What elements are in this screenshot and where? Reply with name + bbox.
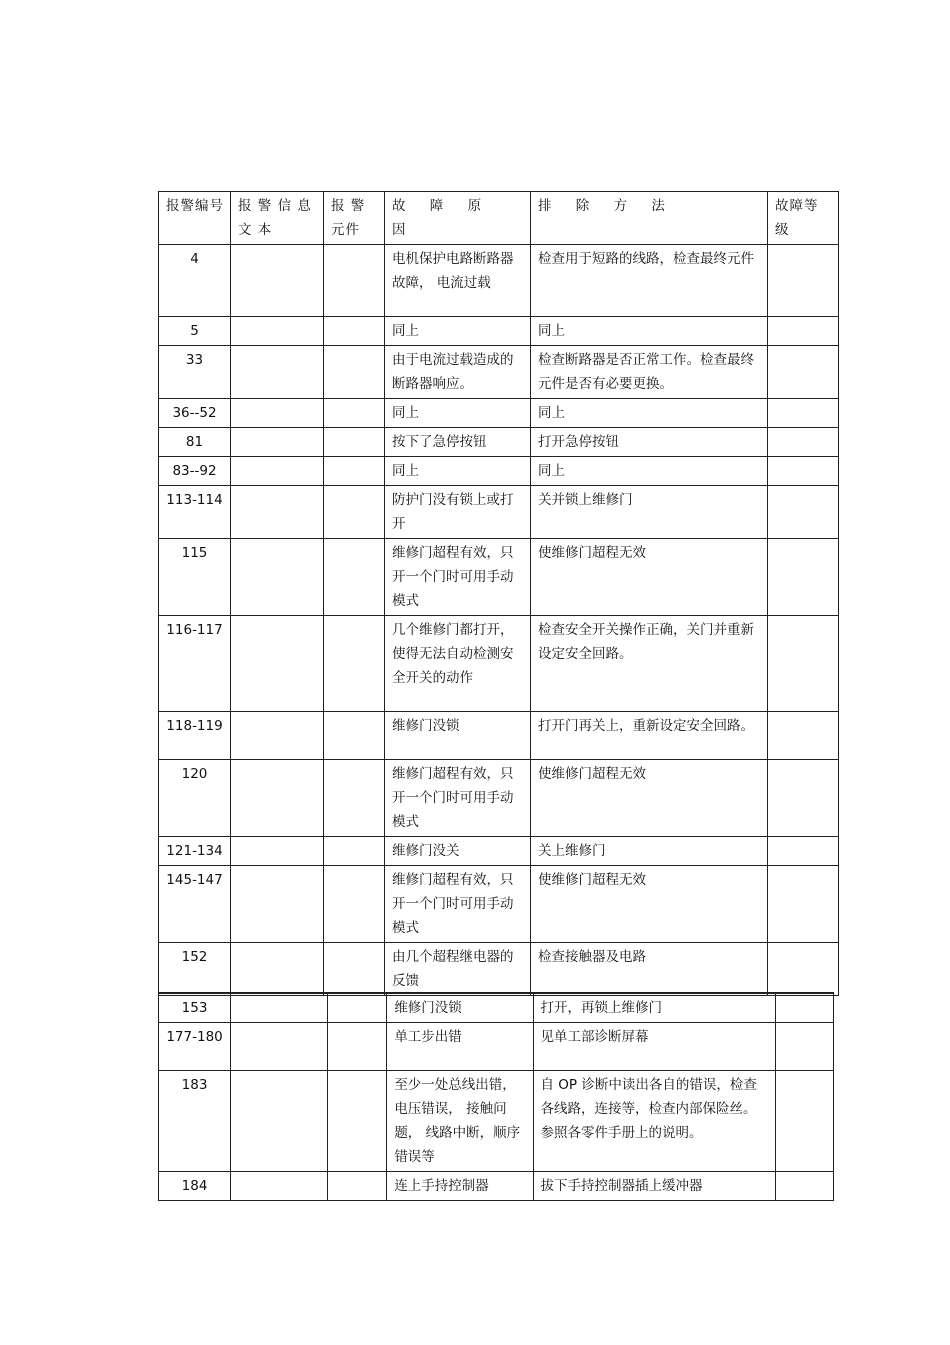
alarm-id-cell: 4 xyxy=(159,245,231,317)
table-body xyxy=(159,993,834,1201)
alarm-id-cell: 153 xyxy=(159,993,231,1023)
table-row xyxy=(159,346,839,399)
table-row xyxy=(159,428,839,457)
level-cell xyxy=(775,1023,833,1071)
remedy-cell: 关并锁上维修门 xyxy=(531,486,768,539)
table-row xyxy=(159,1172,834,1201)
component-cell xyxy=(324,616,385,712)
level-cell xyxy=(768,317,839,346)
cause-cell: 电机保护电路断路器故障， 电流过载 xyxy=(385,245,531,317)
alarm-text-cell xyxy=(231,486,324,539)
cause-cell: 同上 xyxy=(385,457,531,486)
cause-cell: 维修门没锁 xyxy=(385,712,531,760)
col-header-remedy: 排 除 方 法 xyxy=(531,192,768,245)
component-cell xyxy=(324,712,385,760)
level-cell xyxy=(775,1172,833,1201)
cause-cell: 同上 xyxy=(385,317,531,346)
level-cell xyxy=(768,760,839,837)
alarm-text-cell xyxy=(231,346,324,399)
alarm-text-cell xyxy=(231,428,324,457)
alarm-text-cell xyxy=(231,539,324,616)
alarm-id-cell: 83--92 xyxy=(159,457,231,486)
alarm-id-cell: 120 xyxy=(159,760,231,837)
alarm-id-cell: 183 xyxy=(159,1071,231,1172)
alarm-text-cell xyxy=(231,1172,328,1201)
table-row xyxy=(159,760,839,837)
table-row xyxy=(159,457,839,486)
alarm-text-cell xyxy=(231,837,324,866)
alarm-text-cell xyxy=(231,245,324,317)
component-cell xyxy=(328,993,387,1023)
remedy-cell: 打开，再锁上维修门 xyxy=(533,993,775,1023)
col-header-cause: 故 障 原 因 xyxy=(385,192,531,245)
remedy-cell: 同上 xyxy=(531,317,768,346)
table-row xyxy=(159,486,839,539)
alarm-text-cell xyxy=(231,712,324,760)
level-cell xyxy=(768,712,839,760)
level-cell xyxy=(768,943,839,996)
remedy-cell: 打开急停按钮 xyxy=(531,428,768,457)
cause-cell: 维修门超程有效，只开一个门时可用手动模式 xyxy=(385,539,531,616)
cause-cell: 至少一处总线出错，电压错误， 接触问题， 线路中断，顺序错误等 xyxy=(387,1071,533,1172)
table-body xyxy=(159,245,839,996)
alarm-id-cell: 36--52 xyxy=(159,399,231,428)
cause-cell: 维修门超程有效，只开一个门时可用手动模式 xyxy=(385,866,531,943)
alarm-id-cell: 121-134 xyxy=(159,837,231,866)
cause-cell: 单工步出错 xyxy=(387,1023,533,1071)
level-cell xyxy=(768,539,839,616)
table-row xyxy=(159,993,834,1023)
remedy-cell: 使维修门超程无效 xyxy=(531,539,768,616)
level-cell xyxy=(768,399,839,428)
cause-cell: 同上 xyxy=(385,399,531,428)
component-cell xyxy=(324,486,385,539)
component-cell xyxy=(324,346,385,399)
alarm-text-cell xyxy=(231,317,324,346)
remedy-cell: 同上 xyxy=(531,399,768,428)
table-row xyxy=(159,317,839,346)
alarm-id-cell: 81 xyxy=(159,428,231,457)
alarm-text-cell xyxy=(231,1023,328,1071)
alarm-id-cell: 116-117 xyxy=(159,616,231,712)
table-row xyxy=(159,616,839,712)
col-header-level: 故障等级 xyxy=(768,192,839,245)
component-cell xyxy=(324,245,385,317)
table-row xyxy=(159,866,839,943)
alarm-text-cell xyxy=(231,993,328,1023)
cause-cell: 几个维修门都打开，使得无法自动检测安全开关的动作 xyxy=(385,616,531,712)
table-row xyxy=(159,943,839,996)
remedy-cell: 同上 xyxy=(531,457,768,486)
level-cell xyxy=(775,993,833,1023)
alarm-table xyxy=(158,191,839,996)
alarm-id-cell: 113-114 xyxy=(159,486,231,539)
level-cell xyxy=(768,346,839,399)
alarm-id-cell: 145-147 xyxy=(159,866,231,943)
alarm-text-cell xyxy=(231,616,324,712)
remedy-cell: 检查安全开关操作正确，关门并重新设定安全回路。 xyxy=(531,616,768,712)
alarm-text-cell xyxy=(231,1071,328,1172)
remedy-cell: 检查断路器是否正常工作。检查最终元件是否有必要更换。 xyxy=(531,346,768,399)
component-cell xyxy=(324,399,385,428)
alarm-id-cell: 115 xyxy=(159,539,231,616)
alarm-id-cell: 5 xyxy=(159,317,231,346)
alarm-text-cell xyxy=(231,866,324,943)
cause-cell: 维修门没关 xyxy=(385,837,531,866)
level-cell xyxy=(768,486,839,539)
level-cell xyxy=(768,837,839,866)
table-row xyxy=(159,539,839,616)
table-row xyxy=(159,1071,834,1172)
component-cell xyxy=(324,539,385,616)
cause-cell: 由于电流过载造成的断路器响应。 xyxy=(385,346,531,399)
alarm-id-cell: 184 xyxy=(159,1172,231,1201)
alarm-text-cell xyxy=(231,457,324,486)
alarm-table-continued xyxy=(158,992,834,1201)
level-cell xyxy=(768,457,839,486)
component-cell xyxy=(328,1071,387,1172)
table-row xyxy=(159,837,839,866)
remedy-cell: 检查接触器及电路 xyxy=(531,943,768,996)
level-cell xyxy=(768,616,839,712)
remedy-cell: 关上维修门 xyxy=(531,837,768,866)
remedy-cell: 使维修门超程无效 xyxy=(531,760,768,837)
component-cell xyxy=(324,428,385,457)
table-row xyxy=(159,245,839,317)
table-row xyxy=(159,399,839,428)
level-cell xyxy=(768,866,839,943)
remedy-cell: 检查用于短路的线路，检查最终元件 xyxy=(531,245,768,317)
component-cell xyxy=(324,457,385,486)
table-row xyxy=(159,1023,834,1071)
level-cell xyxy=(768,428,839,457)
col-header-component: 报 警 元件 xyxy=(324,192,385,245)
remedy-cell: 见单工部诊断屏幕 xyxy=(533,1023,775,1071)
remedy-cell: 打开门再关上，重新设定安全回路。 xyxy=(531,712,768,760)
cause-cell: 防护门没有锁上或打开 xyxy=(385,486,531,539)
component-cell xyxy=(328,1023,387,1071)
component-cell xyxy=(324,943,385,996)
remedy-cell: 拔下手持控制器插上缓冲器 xyxy=(533,1172,775,1201)
component-cell xyxy=(324,317,385,346)
cause-cell: 维修门没锁 xyxy=(387,993,533,1023)
cause-cell: 按下了急停按钮 xyxy=(385,428,531,457)
component-cell xyxy=(328,1172,387,1201)
remedy-cell: 使维修门超程无效 xyxy=(531,866,768,943)
cause-cell: 连上手持控制器 xyxy=(387,1172,533,1201)
level-cell xyxy=(775,1071,833,1172)
col-header-alarm-id: 报警编号 xyxy=(159,192,231,245)
remedy-cell: 自 OP 诊断中读出各自的错误，检查各线路，连接等，检查内部保险丝。参照各零件手册上的说明。 xyxy=(533,1071,775,1172)
table-header-row xyxy=(159,192,839,245)
alarm-id-cell: 152 xyxy=(159,943,231,996)
component-cell xyxy=(324,760,385,837)
cause-cell: 由几个超程继电器的反馈 xyxy=(385,943,531,996)
alarm-id-cell: 118-119 xyxy=(159,712,231,760)
level-cell xyxy=(768,245,839,317)
alarm-id-cell: 177-180 xyxy=(159,1023,231,1071)
alarm-text-cell xyxy=(231,399,324,428)
alarm-text-cell xyxy=(231,760,324,837)
alarm-text-cell xyxy=(231,943,324,996)
alarm-id-cell: 33 xyxy=(159,346,231,399)
col-header-alarm-text: 报 警 信 息 文 本 xyxy=(231,192,324,245)
component-cell xyxy=(324,837,385,866)
cause-cell: 维修门超程有效，只开一个门时可用手动模式 xyxy=(385,760,531,837)
table-row xyxy=(159,712,839,760)
component-cell xyxy=(324,866,385,943)
